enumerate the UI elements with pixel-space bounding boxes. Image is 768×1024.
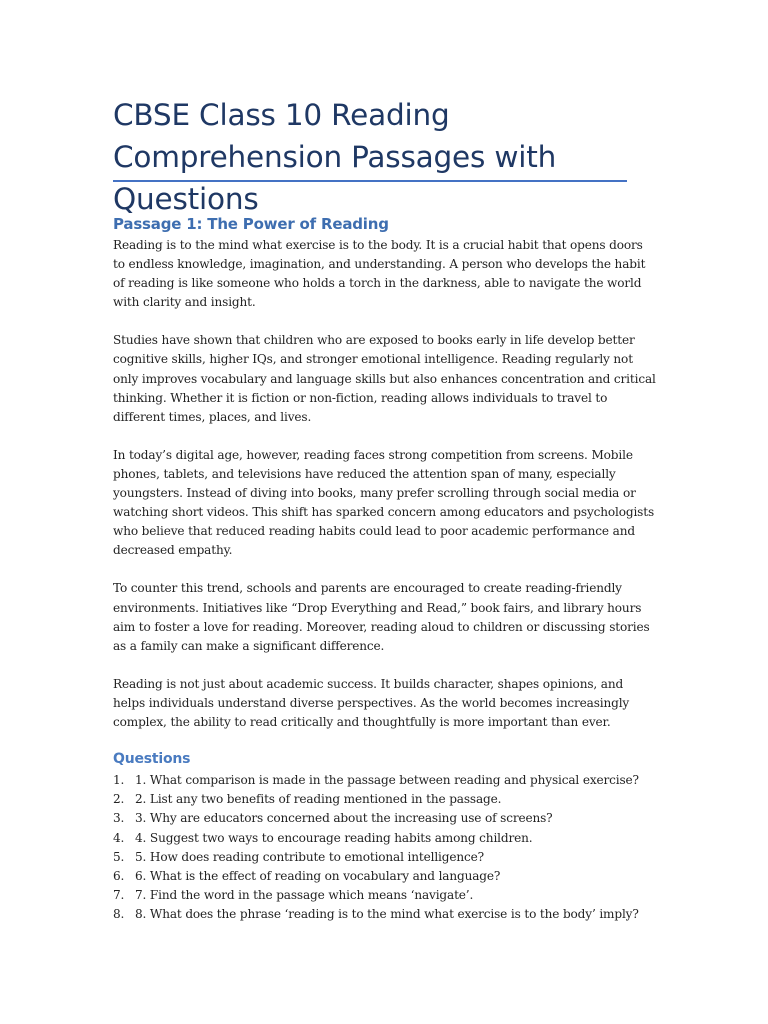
passage-heading: Passage 1: The Power of Reading (113, 215, 389, 233)
question-item (113, 886, 658, 905)
question-item (113, 829, 658, 848)
paragraph-3: In today’s digital age, however, reading faces strong competition from screens. Mobile phones, tablets, and televisions have reduced the attention span of many, especially youngsters. Instead of diving into books, many prefer scrolling through social media or watching short videos. This shift has sparked concern among educators and psychologists who believe that reduced reading habits could lead to poor academic performance and decreased empathy. (113, 447, 654, 558)
page-title: CBSE Class 10 Reading Comprehension Passages with Questions (113, 98, 557, 216)
question-number: 5. (113, 849, 125, 864)
question-text: 5. How does reading contribute to emotional intelligence? (135, 849, 484, 864)
question-item (113, 905, 658, 924)
question-text: 3. Why are educators concerned about the increasing use of screens? (135, 811, 553, 826)
question-text: 7. Find the word in the passage which means ‘navigate’. (135, 888, 474, 903)
question-number: 1. (113, 773, 125, 787)
question-text: 4. Suggest two ways to encourage reading habits among children. (135, 830, 533, 845)
question-number: 8. (113, 907, 125, 922)
question-list (113, 771, 658, 925)
question-number: 3. (113, 811, 125, 826)
question-number: 6. (113, 868, 125, 883)
paragraph-4: To counter this trend, schools and parents are encouraged to create reading-friendly environments. Initiatives like “Drop Everything and Read,” book fairs, and library hours aim to foster a love for reading. Moreover, reading aloud to children or discussing stories as a family can make a significant difference. (113, 581, 650, 653)
question-item (113, 848, 658, 867)
question-item (113, 790, 658, 809)
question-item (113, 771, 658, 790)
paragraph-5: Reading is not just about academic success. It builds character, shapes opinions, and helps individuals understand diverse perspectives. As the world becomes increasingly complex, the ability to read critically and thoughtfully is more important than ever. (113, 676, 630, 729)
question-number: 7. (113, 888, 125, 903)
question-text: 8. What does the phrase ‘reading is to the mind what exercise is to the body’ imply? (135, 907, 639, 922)
question-item (113, 867, 658, 886)
passage-body (113, 236, 658, 751)
question-number: 4. (113, 830, 125, 845)
title-underline (113, 180, 627, 182)
paragraph-2: Studies have shown that children who are exposed to books early in life develop better cognitive skills, higher IQs, and stronger emotional intelligence. Reading regularly not only improves vocabulary and language skills but also enhances concentration and critical thinking. Whether it is fiction or non-fiction, reading allows individuals to travel to different times, places, and lives. (113, 333, 656, 424)
question-text: 2. List any two benefits of reading mentioned in the passage. (135, 792, 502, 807)
question-text: 1. What comparison is made in the passage between reading and physical exercise? (135, 773, 639, 787)
paragraph-1: Reading is to the mind what exercise is to the body. It is a crucial habit that opens doors to endless knowledge, imagination, and understanding. A person who develops the habit of reading is like someone who holds a torch in the darkness, able to navigate the world with clarity and insight. (113, 238, 646, 310)
question-text: 6. What is the effect of reading on vocabulary and language? (135, 868, 501, 883)
question-item (113, 809, 658, 828)
questions-heading: Questions (113, 751, 191, 767)
question-number: 2. (113, 792, 125, 807)
